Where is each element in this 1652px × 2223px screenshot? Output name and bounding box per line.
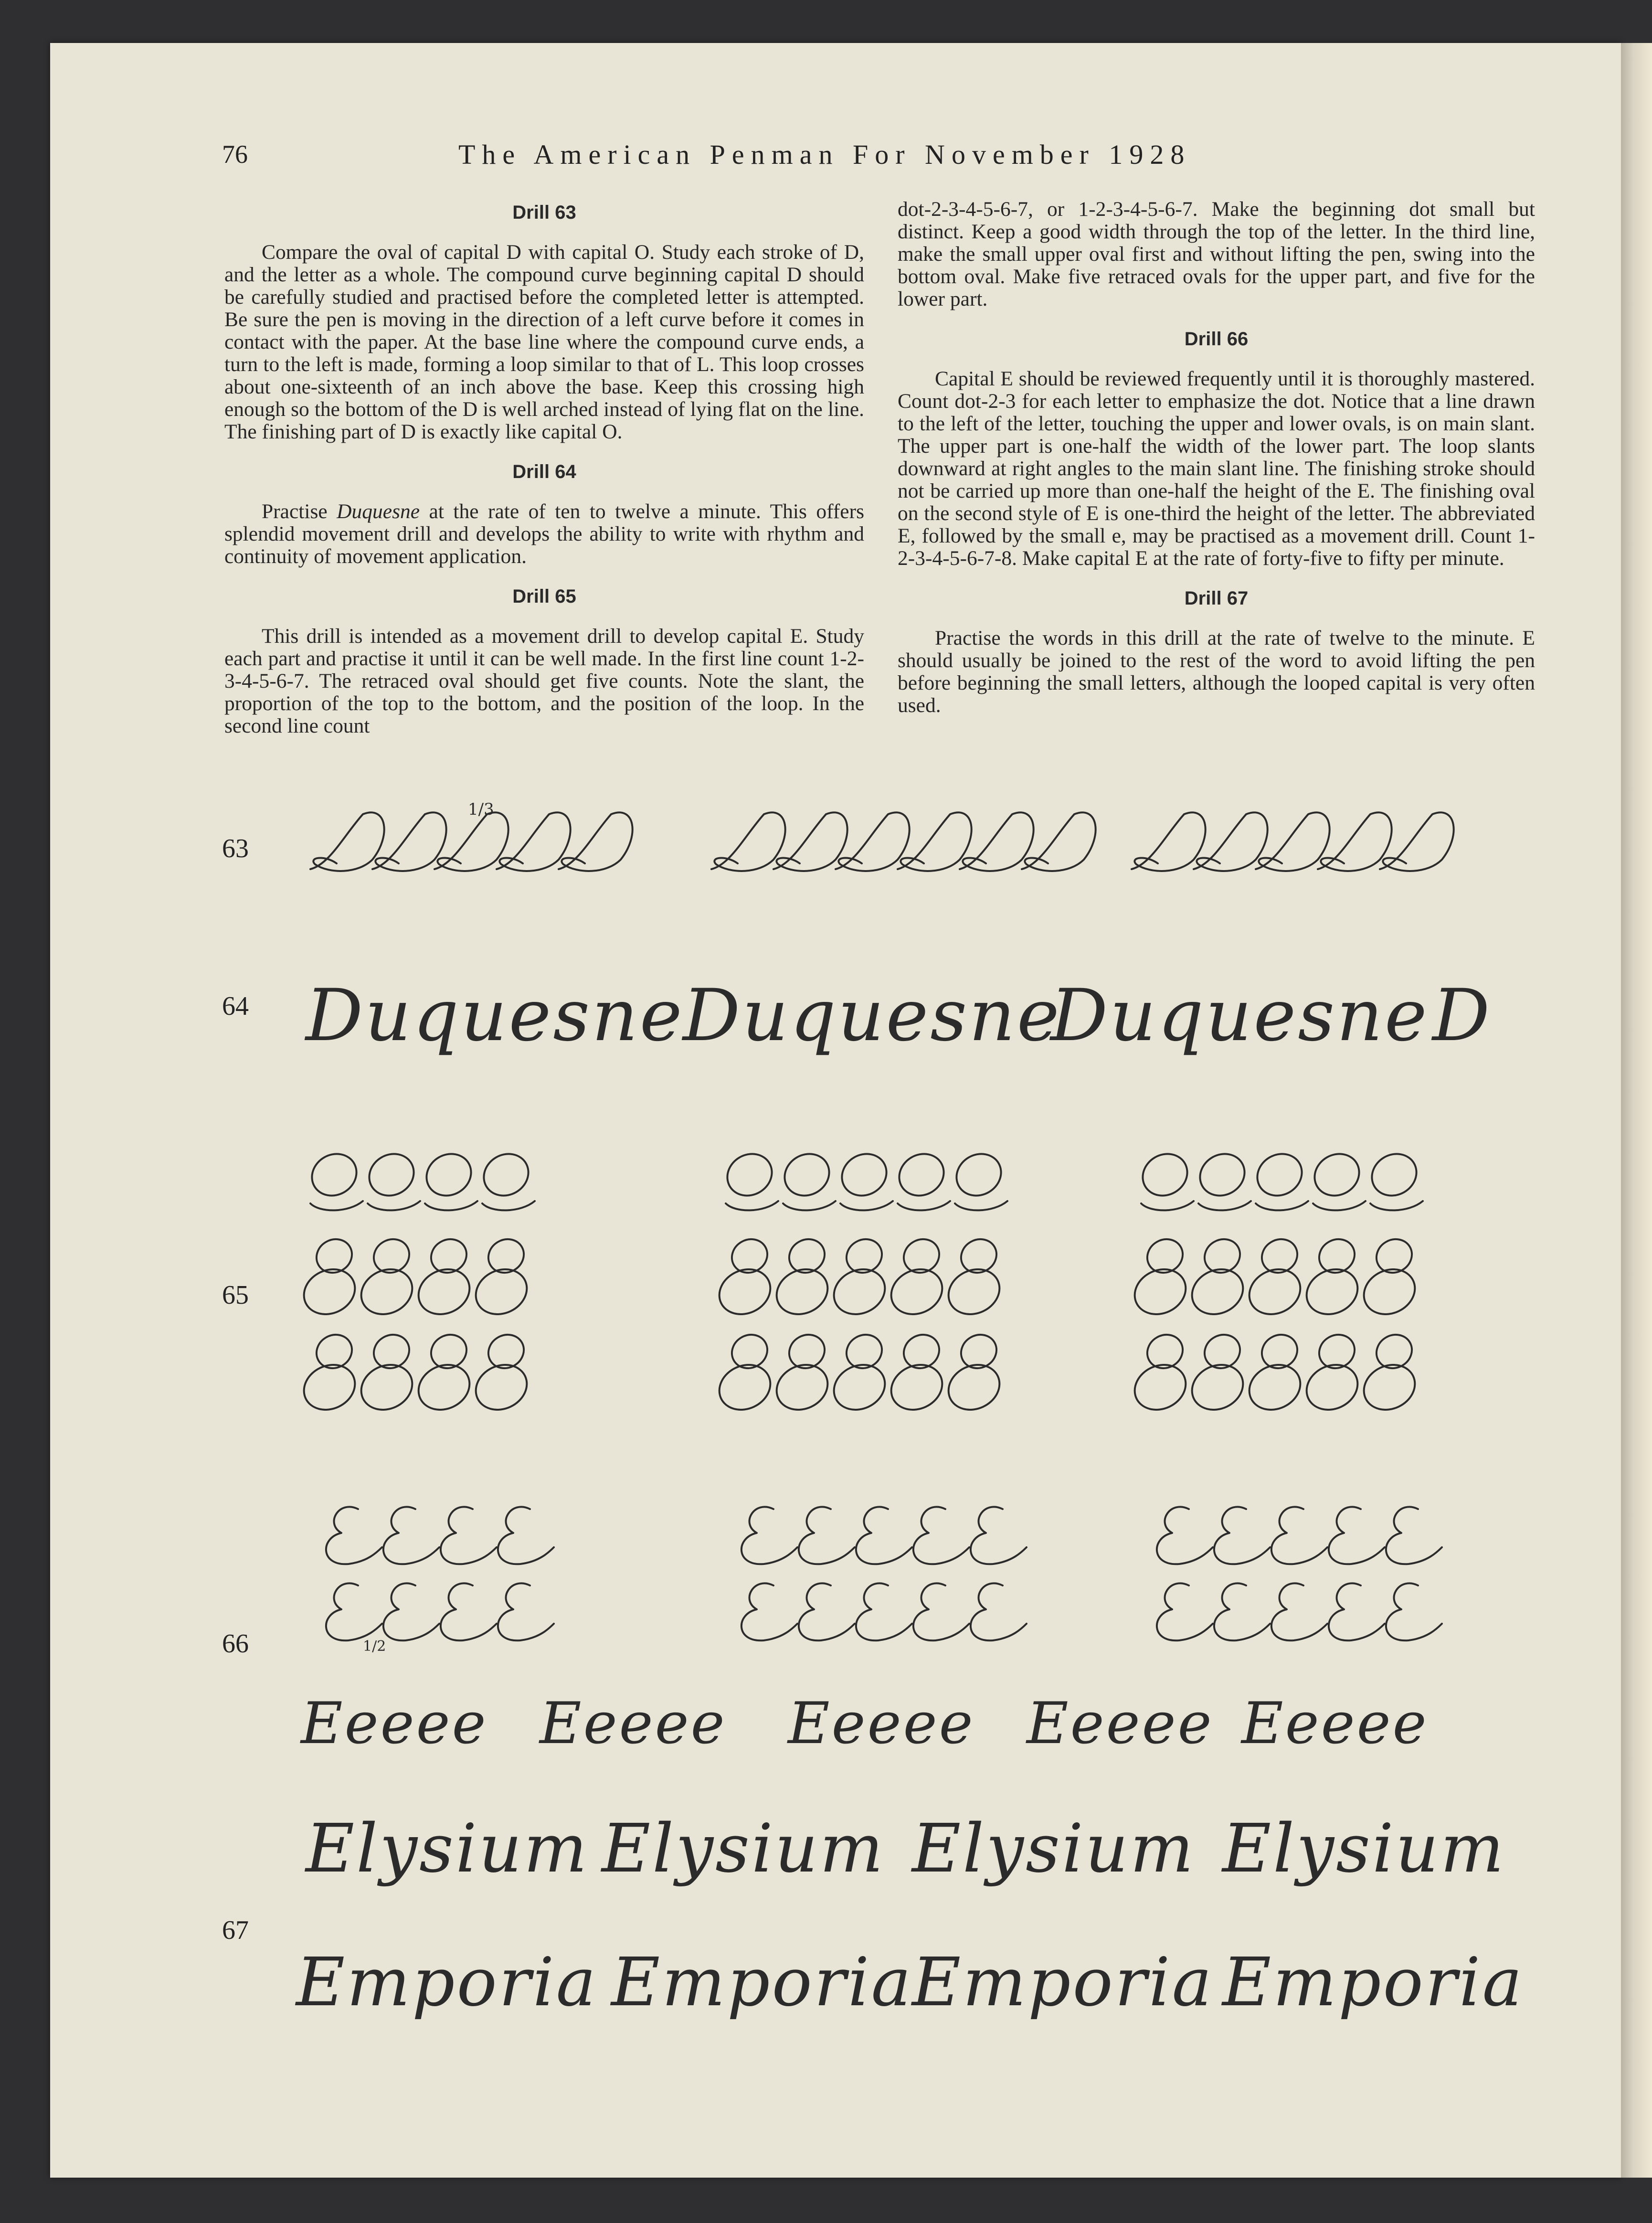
oval-bottom-r3-14 bbox=[1356, 1357, 1422, 1418]
drill67-word-4: Elysium bbox=[1222, 1810, 1506, 1888]
right-column bbox=[898, 198, 1535, 717]
capital-e-r2-6 bbox=[799, 1583, 855, 1640]
oval-tail-r1-10 bbox=[1141, 1201, 1194, 1210]
capital-e-r1-8 bbox=[913, 1507, 969, 1564]
oval-top-r3-10 bbox=[1141, 1329, 1189, 1375]
oval-r1-3 bbox=[419, 1146, 478, 1204]
drill65-text: This drill is intended as a movement drill to develop capital E. Study each part and practise it until it can be well made. In the first line count 1-2-3-4-5-6-7. The retraced oval should get five counts. Note the slant, the proportion of the top to the bottom, and the position of the loop. In the second line count bbox=[224, 625, 864, 737]
drill66-capital-e-rows bbox=[296, 1500, 1528, 1648]
drill67-word-2: Elysium bbox=[602, 1810, 885, 1888]
oval-bottom-r3-4 bbox=[468, 1357, 534, 1418]
oval-top-r2-4 bbox=[482, 1233, 530, 1279]
capital-e-r2-12 bbox=[1271, 1583, 1327, 1640]
oval-bottom-r3-6 bbox=[769, 1357, 835, 1418]
oval-r1-2 bbox=[361, 1146, 421, 1204]
page-number: 76 bbox=[222, 140, 248, 169]
oval-top-r3-2 bbox=[368, 1329, 415, 1375]
oval-top-r3-9 bbox=[955, 1329, 1003, 1375]
capital-e-r1-9 bbox=[971, 1507, 1027, 1564]
capital-e-r2-8 bbox=[913, 1583, 969, 1640]
capital-e-r1-1 bbox=[326, 1507, 382, 1564]
oval-top-r2-9 bbox=[955, 1233, 1003, 1279]
oval-bottom-r3-11 bbox=[1185, 1357, 1250, 1418]
oval-r1-7 bbox=[834, 1146, 894, 1204]
drill64-word-4: D bbox=[1432, 974, 1492, 1057]
drill66-text: Capital E should be reviewed frequently until it is thoroughly mastered. Count dot-2-3 for each letter to emphasize the dot. Notice that a line drawn to the left of the letter, touching the upper and lower ovals, is on main slant. The upper part is one-half the width of the lower part. The loop slants downward at right angles to the main slant line. The finishing stroke should not be carried up more than one-half the height of the E. The finishing oval on the second style of E is one-third the height of the letter. The abbreviated E, followed by the small e, may be practised as a movement drill. Count 1-2-3-4-5-6-7-8. Make capital E at the rate of forty-five to fifty per minute. bbox=[898, 367, 1535, 570]
capital-e-r1-7 bbox=[856, 1507, 912, 1564]
oval-r1-14 bbox=[1364, 1146, 1424, 1204]
oval-bottom-r3-12 bbox=[1242, 1357, 1308, 1418]
capital-d-stroke-1 bbox=[310, 812, 384, 871]
capital-e-r1-14 bbox=[1386, 1507, 1442, 1564]
oval-top-r3-3 bbox=[425, 1329, 473, 1375]
drill64-text: Practise Duquesne at the rate of ten to twelve a minute. This offers splendid movement drill and develops the ability to write with rhythm and continuity of movement application. bbox=[224, 500, 864, 568]
plate-label-64: 64 bbox=[222, 991, 249, 1021]
capital-e-r2-14 bbox=[1386, 1583, 1442, 1640]
drill66-heading: Drill 66 bbox=[1184, 329, 1249, 350]
oval-top-r3-12 bbox=[1256, 1329, 1303, 1375]
drill64-word-1: Duquesne bbox=[306, 974, 684, 1057]
capital-e-r2-1 bbox=[326, 1583, 382, 1640]
oval-r1-10 bbox=[1135, 1146, 1195, 1204]
oval-bottom-r2-14 bbox=[1356, 1261, 1422, 1322]
capital-e-r1-4 bbox=[498, 1507, 554, 1564]
capital-e-r2-5 bbox=[741, 1583, 797, 1640]
oval-r1-11 bbox=[1192, 1146, 1252, 1204]
running-header: The American Penman For November 1928 bbox=[458, 139, 1191, 170]
drill67-heading: Drill 67 bbox=[1184, 588, 1249, 609]
oval-r1-1 bbox=[304, 1146, 364, 1204]
oval-bottom-r3-5 bbox=[712, 1357, 778, 1418]
drill66-word-3: Eeeee bbox=[788, 1691, 975, 1757]
capital-e-r1-12 bbox=[1271, 1507, 1327, 1564]
oval-top-r2-1 bbox=[310, 1233, 358, 1279]
capital-e-r2-3 bbox=[441, 1583, 497, 1640]
oval-bottom-r3-10 bbox=[1127, 1357, 1193, 1418]
capital-d-stroke-6 bbox=[711, 812, 785, 871]
oval-tail-r1-9 bbox=[955, 1201, 1007, 1210]
plate-label-65: 65 bbox=[222, 1280, 249, 1310]
capital-d-stroke-12 bbox=[1132, 812, 1206, 871]
oval-bottom-r2-10 bbox=[1127, 1261, 1193, 1322]
oval-bottom-r3-8 bbox=[884, 1357, 950, 1418]
oval-bottom-r3-2 bbox=[354, 1357, 420, 1418]
drill66-word-4: Eeeee bbox=[1027, 1691, 1214, 1757]
capital-e-r2-9 bbox=[971, 1583, 1027, 1640]
capital-e-r1-10 bbox=[1157, 1507, 1213, 1564]
oval-tail-r1-3 bbox=[425, 1201, 477, 1210]
oval-r1-6 bbox=[777, 1146, 837, 1204]
oval-top-r3-8 bbox=[898, 1329, 945, 1375]
oval-tail-r1-7 bbox=[840, 1201, 893, 1210]
oval-top-r2-7 bbox=[840, 1233, 888, 1279]
oval-top-r2-2 bbox=[368, 1233, 415, 1279]
capital-e-r2-2 bbox=[383, 1583, 439, 1640]
page-edge bbox=[1621, 43, 1652, 2178]
drill66-word-1: Eeeee bbox=[301, 1691, 488, 1757]
oval-top-r2-11 bbox=[1198, 1233, 1246, 1279]
oval-bottom-r2-6 bbox=[769, 1261, 835, 1322]
drill65-continued-text: dot-2-3-4-5-6-7, or 1-2-3-4-5-6-7. Make the beginning dot small but distinct. Keep a good width through the top of the letter. In the third line, make the small upper oval first and without lifting the pen, swing into the bottom oval. Make five retraced ovals for the upper part, and five for the lower part. bbox=[898, 198, 1535, 310]
oval-top-r3-11 bbox=[1198, 1329, 1246, 1375]
plate-label-66: 66 bbox=[222, 1629, 249, 1659]
drill66-annotation: 1/2 bbox=[363, 1638, 386, 1655]
drill67-word-3: Elysium bbox=[912, 1810, 1196, 1888]
drill63-heading: Drill 63 bbox=[512, 202, 576, 223]
drill64-word-3: Duquesne bbox=[1050, 974, 1429, 1057]
oval-top-r2-10 bbox=[1141, 1233, 1189, 1279]
oval-bottom-r2-13 bbox=[1299, 1261, 1365, 1322]
oval-tail-r1-12 bbox=[1256, 1201, 1308, 1210]
oval-bottom-r3-3 bbox=[411, 1357, 477, 1418]
drill67-word-8: Emporia bbox=[1222, 1944, 1525, 2021]
oval-tail-r1-1 bbox=[310, 1201, 363, 1210]
oval-tail-r1-14 bbox=[1370, 1201, 1423, 1210]
drill65-heading: Drill 65 bbox=[512, 586, 576, 607]
drill67-word-1: Elysium bbox=[306, 1810, 589, 1888]
drill63-annotation: 1/3 bbox=[468, 800, 494, 819]
oval-tail-r1-11 bbox=[1198, 1201, 1251, 1210]
oval-bottom-r2-3 bbox=[411, 1261, 477, 1322]
oval-bottom-r2-8 bbox=[884, 1261, 950, 1322]
drill66-word-2: Eeeee bbox=[540, 1691, 727, 1757]
capital-e-r2-10 bbox=[1157, 1583, 1213, 1640]
oval-top-r3-5 bbox=[726, 1329, 773, 1375]
oval-r1-8 bbox=[891, 1146, 951, 1204]
oval-tail-r1-2 bbox=[368, 1201, 420, 1210]
oval-bottom-r2-4 bbox=[468, 1261, 534, 1322]
drill65-oval-rows bbox=[296, 1146, 1528, 1423]
drill67-word-6: Emporia bbox=[611, 1944, 913, 2021]
oval-top-r2-5 bbox=[726, 1233, 773, 1279]
plate-label-63: 63 bbox=[222, 834, 249, 863]
oval-top-r2-8 bbox=[898, 1233, 945, 1279]
capital-e-r1-13 bbox=[1329, 1507, 1385, 1564]
drill66-word-5: Eeeee bbox=[1241, 1691, 1429, 1757]
oval-r1-13 bbox=[1307, 1146, 1366, 1204]
drill64-word-2: Duquesne bbox=[683, 974, 1061, 1057]
oval-bottom-r3-7 bbox=[826, 1357, 892, 1418]
oval-top-r3-6 bbox=[783, 1329, 831, 1375]
oval-bottom-r2-5 bbox=[712, 1261, 778, 1322]
oval-r1-9 bbox=[949, 1146, 1008, 1204]
oval-bottom-r2-9 bbox=[941, 1261, 1007, 1322]
oval-top-r3-4 bbox=[482, 1329, 530, 1375]
drill64-heading: Drill 64 bbox=[512, 461, 576, 482]
capital-e-r1-2 bbox=[383, 1507, 439, 1564]
capital-e-r2-7 bbox=[856, 1583, 912, 1640]
drill63-text: Compare the oval of capital D with capital O. Study each stroke of D, and the letter as a whole. The compound curve beginning capital D should be carefully studied and practised before the completed letter is attempted. Be sure the pen is moving in the direction of a left curve before it comes in contact with the paper. At the base line where the compound curve ends, a turn to the left is made, forming a loop similar to that of L. This loop crosses about one-sixteenth of an inch above the base. Keep this crossing high enough so the bottom of the D is well arched instead of lying flat on the line. The finishing part of D is exactly like capital O. bbox=[224, 241, 864, 443]
oval-top-r2-14 bbox=[1370, 1233, 1418, 1279]
oval-tail-r1-8 bbox=[898, 1201, 950, 1210]
oval-bottom-r2-11 bbox=[1185, 1261, 1250, 1322]
oval-top-r2-6 bbox=[783, 1233, 831, 1279]
capital-e-r1-11 bbox=[1214, 1507, 1270, 1564]
oval-bottom-r2-12 bbox=[1242, 1261, 1308, 1322]
drill67-text: Practise the words in this drill at the rate of twelve to the minute. E should usually be joined to the rest of the word to avoid lifting the pen before beginning the small letters, although the looped capital is very often used. bbox=[898, 627, 1535, 717]
drill67-word-7: Emporia bbox=[912, 1944, 1214, 2021]
oval-r1-5 bbox=[720, 1146, 779, 1204]
oval-bottom-r3-9 bbox=[941, 1357, 1007, 1418]
oval-top-r2-12 bbox=[1256, 1233, 1303, 1279]
oval-tail-r1-13 bbox=[1313, 1201, 1366, 1210]
oval-bottom-r3-1 bbox=[297, 1357, 362, 1418]
capital-e-r1-6 bbox=[799, 1507, 855, 1564]
oval-r1-4 bbox=[476, 1146, 536, 1204]
capital-e-r1-3 bbox=[441, 1507, 497, 1564]
oval-tail-r1-6 bbox=[783, 1201, 836, 1210]
oval-bottom-r2-7 bbox=[826, 1261, 892, 1322]
oval-top-r3-1 bbox=[310, 1329, 358, 1375]
oval-top-r2-3 bbox=[425, 1233, 473, 1279]
oval-bottom-r2-1 bbox=[297, 1261, 362, 1322]
capital-e-r2-4 bbox=[498, 1583, 554, 1640]
oval-tail-r1-4 bbox=[482, 1201, 535, 1210]
capital-e-r2-11 bbox=[1214, 1583, 1270, 1640]
capital-e-r1-5 bbox=[741, 1507, 797, 1564]
oval-bottom-r3-13 bbox=[1299, 1357, 1365, 1418]
oval-top-r3-7 bbox=[840, 1329, 888, 1375]
oval-top-r3-14 bbox=[1370, 1329, 1418, 1375]
oval-top-r3-13 bbox=[1313, 1329, 1361, 1375]
oval-bottom-r2-2 bbox=[354, 1261, 420, 1322]
plate-label-67: 67 bbox=[222, 1915, 249, 1945]
left-column bbox=[224, 198, 864, 737]
oval-tail-r1-5 bbox=[726, 1201, 778, 1210]
capital-e-r2-13 bbox=[1329, 1583, 1385, 1640]
oval-r1-12 bbox=[1250, 1146, 1309, 1204]
oval-top-r2-13 bbox=[1313, 1233, 1361, 1279]
drill67-word-5: Emporia bbox=[296, 1944, 598, 2021]
